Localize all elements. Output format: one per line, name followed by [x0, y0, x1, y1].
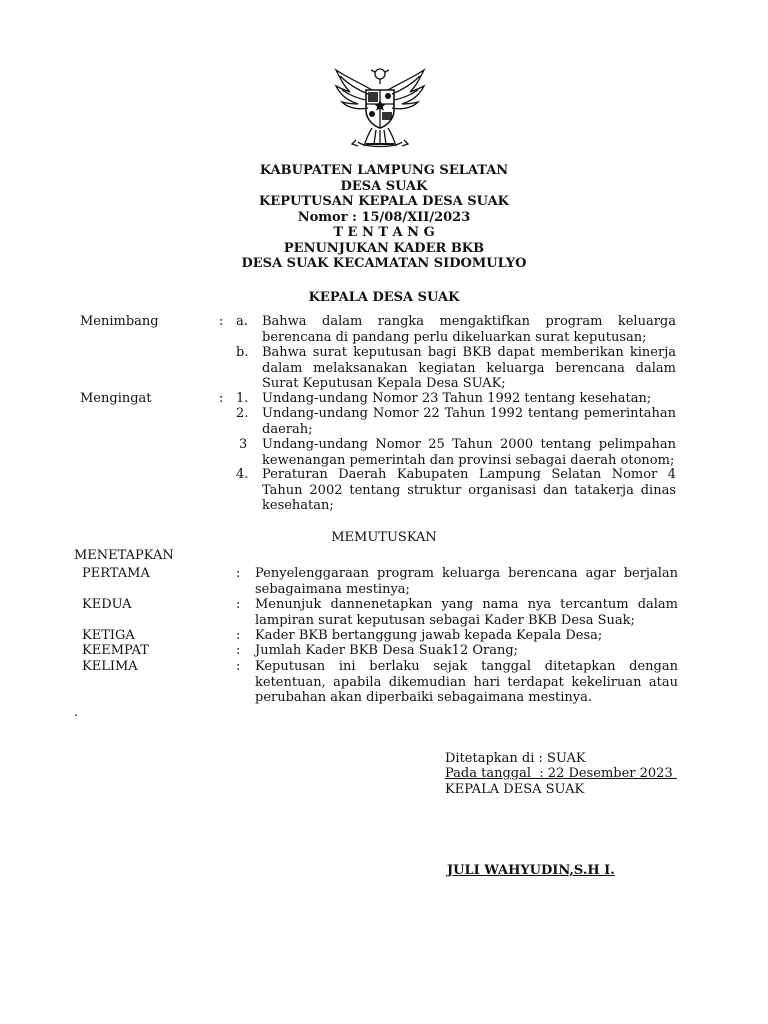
decision-label: KEEMPAT — [82, 643, 149, 658]
decision-label: KEDUA — [82, 597, 132, 612]
decision-line: perubahan akan diperbaiki sebagaimana mestinya. — [255, 690, 592, 705]
decision-colon: : — [236, 659, 241, 674]
decision-text — [255, 628, 678, 644]
heading-kepala-desa: KEPALA DESA SUAK — [308, 290, 460, 305]
decision-line: Keputusan ini berlaku sejak tanggal ditetapkan dengan — [255, 659, 678, 674]
mengingat-item-4-line: Peraturan Daerah Kabupaten Lampung Selatan Nomor 4 — [262, 467, 676, 482]
menimbang-item-b-line: dalam melaksanakan kegiatan keluarga berencana dalam — [262, 360, 676, 376]
mengingat-item-4-line: kesehatan; — [262, 498, 334, 513]
decision-colon: : — [236, 597, 241, 612]
mengingat-item-1-line: Undang-undang Nomor 23 Tahun 1992 tentang kesehatan; — [262, 391, 652, 406]
decision-line: Kader BKB bertanggung jawab kepada Kepala Desa; — [255, 628, 603, 643]
mengingat-item-1 — [262, 391, 676, 407]
mengingat-item-4-line: Tahun 2002 tentang struktur organisasi dan tatakerja dinas — [262, 482, 676, 498]
header-nomor: Nomor : 15/08/XII/2023 — [297, 209, 471, 225]
menimbang-marker-a: a. — [236, 314, 248, 329]
signatory-title: KEPALA DESA SUAK — [445, 782, 585, 797]
stray-dot: . — [74, 705, 79, 720]
mengingat-label: Mengingat — [80, 391, 152, 406]
garuda-pancasila-icon — [328, 64, 432, 154]
ditetapkan-di: Ditetapkan di : SUAK — [445, 751, 586, 766]
decision-colon: : — [236, 628, 241, 643]
header-keputusan: KEPUTUSAN KEPALA DESA SUAK — [259, 194, 509, 209]
menimbang-label: Menimbang — [80, 314, 159, 329]
mengingat-colon: : — [219, 391, 224, 406]
decision-colon: : — [236, 643, 241, 658]
menimbang-item-a-line: Bahwa dalam rangka mengaktifkan program keluarga — [262, 314, 676, 329]
header-subject: PENUNJUKAN KADER BKB — [283, 240, 485, 256]
menimbang-item-b — [262, 345, 676, 392]
header-tentang: T E N T A N G — [333, 225, 435, 240]
menimbang-item-b-line: Bahwa surat keputusan bagi BKB dapat memberikan kinerja — [262, 345, 676, 360]
decision-line: Menunjuk dannenetapkan yang nama nya tercantum dalam — [255, 597, 678, 612]
mengingat-item-4 — [262, 467, 676, 514]
menimbang-item-b-line: Surat Keputusan Kepala Desa SUAK; — [262, 376, 506, 391]
decision-text — [255, 566, 678, 597]
decision-line: lampiran surat keputusan sebagai Kader BKB Desa Suak; — [255, 612, 635, 628]
mengingat-item-2 — [262, 406, 676, 437]
decision-text — [255, 597, 678, 628]
decision-label: KELIMA — [82, 659, 138, 674]
decision-colon: : — [236, 566, 241, 581]
signatory-name: JULI WAHYUDIN,S.H I. — [447, 863, 615, 878]
mengingat-marker-4: 4. — [236, 467, 249, 482]
mengingat-item-3-line: Undang-undang Nomor 25 Tahun 2000 tentang pelimpahan — [262, 437, 676, 452]
decision-label: KETIGA — [82, 628, 135, 643]
mengingat-item-2-line: daerah; — [262, 421, 313, 437]
mengingat-item-3-line: kewenangan pemerintah dan provinsi sebagai daerah otonom; — [262, 452, 675, 468]
menimbang-colon: : — [219, 314, 224, 329]
document-header — [0, 163, 768, 272]
mengingat-marker-2: 2. — [236, 406, 249, 421]
decision-label: PERTAMA — [82, 566, 150, 581]
decision-line: sebagaimana mestinya; — [255, 581, 410, 597]
header-kabupaten: KABUPATEN LAMPUNG SELATAN — [259, 163, 509, 178]
header-location: DESA SUAK KECAMATAN SIDOMULYO — [241, 256, 527, 271]
mengingat-marker-3: 3 — [239, 437, 248, 452]
decision-text — [255, 659, 678, 706]
mengingat-item-2-line: Undang-undang Nomor 22 Tahun 1992 tentang pemerintahan — [262, 406, 676, 421]
pada-tanggal: Pada tanggal : 22 Desember 2023 — [445, 766, 677, 781]
mengingat-marker-1: 1. — [236, 391, 249, 406]
menimbang-item-a — [262, 314, 676, 345]
memutuskan-heading: MEMUTUSKAN — [331, 530, 437, 545]
decision-line: Jumlah Kader BKB Desa Suak12 Orang; — [255, 643, 519, 658]
decision-text — [255, 643, 678, 659]
header-desa: DESA SUAK — [340, 178, 428, 194]
decision-line: ketentuan, apabila dikemudian hari terdapat kekeliruan atau — [255, 674, 678, 690]
decision-line: Penyelenggaraan program keluarga berencana agar berjalan — [255, 566, 678, 581]
mengingat-item-3 — [262, 437, 676, 468]
menimbang-item-a-line: berencana di pandang perlu dikeluarkan surat keputusan; — [262, 329, 647, 345]
menimbang-marker-b: b. — [236, 345, 249, 360]
menetapkan-label: MENETAPKAN — [74, 548, 174, 563]
